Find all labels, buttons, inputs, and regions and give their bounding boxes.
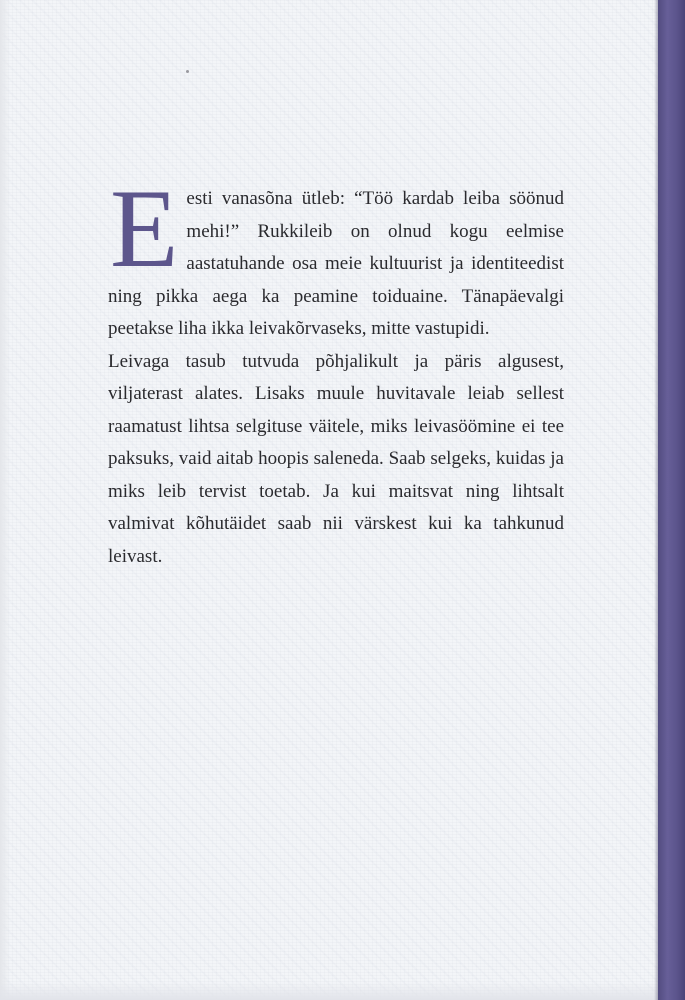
blurb-paragraph-2 — [108, 346, 564, 574]
cover-left-edge — [0, 0, 10, 1000]
paragraph-1-text: esti vanasõna ütleb: “Töö kardab leiba söönud mehi!” Rukkileib on olnud kogu eelmise aastatuhande osa meie kultuurist ja identiteedist ning pikka aega ka peamine toiduaine. Tänapäevalgi peetakse liha ikka leivakõrvaseks, mitte vastupidi. — [108, 188, 564, 339]
drop-cap-letter: E — [110, 167, 179, 291]
blurb-text — [108, 167, 564, 573]
book-spine — [658, 0, 685, 1000]
paragraph-2-text: Leivaga tasub tutvuda põhjalikult ja päris algusest, viljaterast alates. Lisaks muule huvitavale leiab sellest raamatust lihtsa selgituse väitele, miks leivasöömine ei tee paksuks, vaid aitab hoopis saleneda. Saab selgeks, kuidas ja miks leib tervist toetab. Ja kui maitsvat ning lihtsalt valmivat kõhutäidet saab nii värskest kui ka tahkunud leivast. — [108, 350, 564, 567]
cover-bottom-edge — [0, 982, 658, 1000]
blurb-paragraph-1 — [108, 167, 564, 346]
speck — [186, 70, 189, 73]
